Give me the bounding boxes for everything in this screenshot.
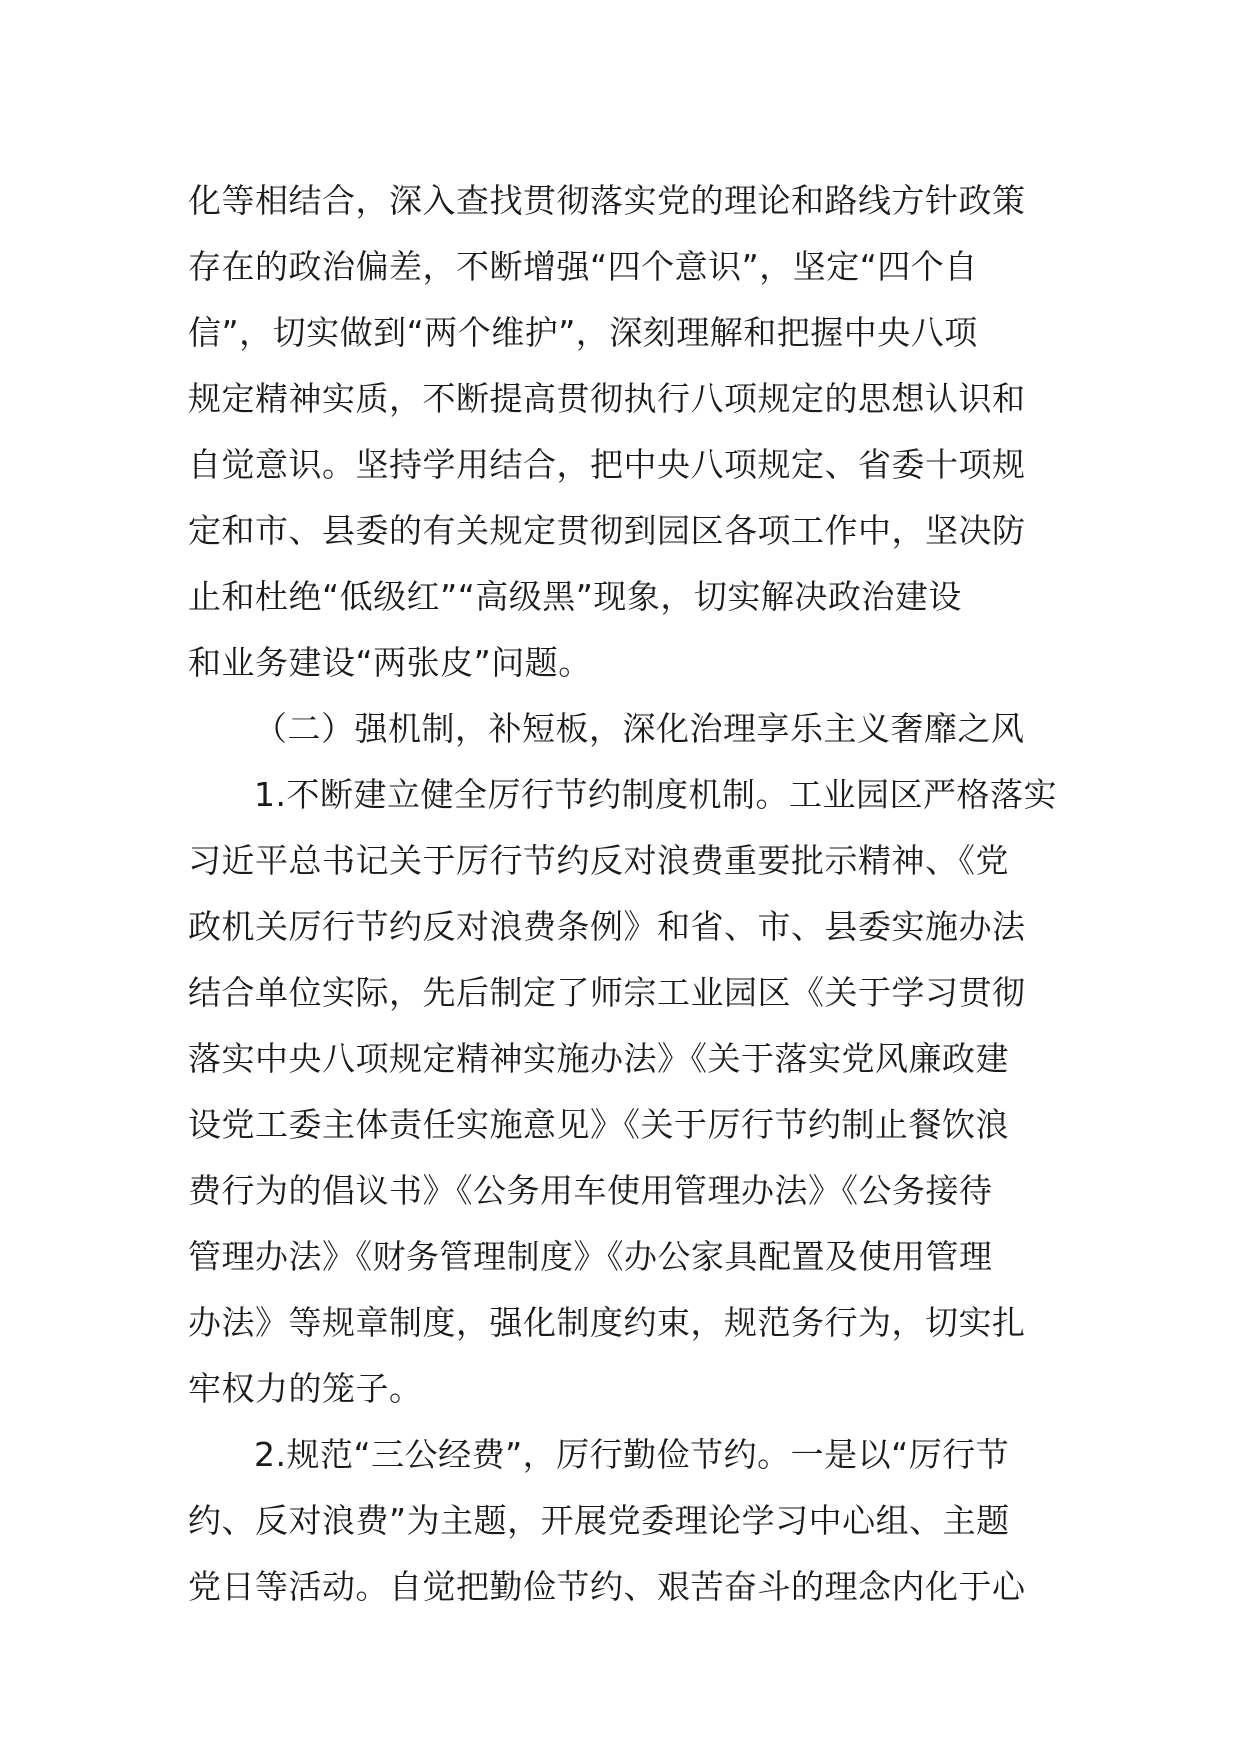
text-line: 政机关厉行节约反对浪费条例》和省、市、县委实施办法	[188, 907, 1026, 946]
text-line: 自觉意识。坚持学用结合，把中央八项规定、省委十项规	[188, 445, 1026, 484]
paragraph-start: 1.不断建立健全厉行节约制度机制。工业园区严格落实	[254, 775, 1057, 814]
text-line: 习近平总书记关于厉行节约反对浪费重要批示精神、《党	[188, 841, 1009, 880]
text-line: 和业务建设“两张皮”问题。	[188, 643, 592, 682]
text-line: 落实中央八项规定精神实施办法》《关于落实党风廉政建	[188, 1039, 1009, 1078]
body-text	[188, 168, 1068, 1620]
text-line: 牢权力的笼子。	[188, 1369, 423, 1408]
text-line: 约、反对浪费”为主题，开展党委理论学习中心组、主题	[188, 1501, 1010, 1540]
text-line: 费行为的倡议书》《公务用车使用管理办法》《公务接待	[188, 1171, 993, 1210]
text-line: 信”，切实做到“两个维护”，深刻理解和把握中央八项	[188, 313, 978, 352]
text-line: 化等相结合，深入查找贯彻落实党的理论和路线方针政策	[188, 181, 1026, 220]
text-line: 存在的政治偏差，不断增强“四个意识”，坚定“四个自	[188, 247, 978, 286]
text-line: 设党工委主体责任实施意见》《关于厉行节约制止餐饮浪	[188, 1105, 1009, 1144]
text-line: 规定精神实质，不断提高贯彻执行八项规定的思想认识和	[188, 379, 1026, 418]
text-line: 止和杜绝“低级红”“高级黑”现象，切实解决政治建设	[188, 577, 962, 616]
text-line: 管理办法》《财务管理制度》《办公家具配置及使用管理	[188, 1237, 993, 1276]
text-line: 结合单位实际，先后制定了师宗工业园区《关于学习贯彻	[188, 973, 1026, 1012]
section-heading: （二）强机制，补短板，深化治理享乐主义奢靡之风	[254, 709, 1025, 748]
text-line: 办法》等规章制度，强化制度约束，规范务行为，切实扎	[188, 1303, 1026, 1342]
paragraph-start: 2.规范“三公经费”，厉行勤俭节约。一是以“厉行节	[254, 1435, 1010, 1474]
text-line: 党日等活动。自觉把勤俭节约、艰苦奋斗的理念内化于心	[188, 1567, 1026, 1606]
text-line: 定和市、县委的有关规定贯彻到园区各项工作中，坚决防	[188, 511, 1026, 550]
